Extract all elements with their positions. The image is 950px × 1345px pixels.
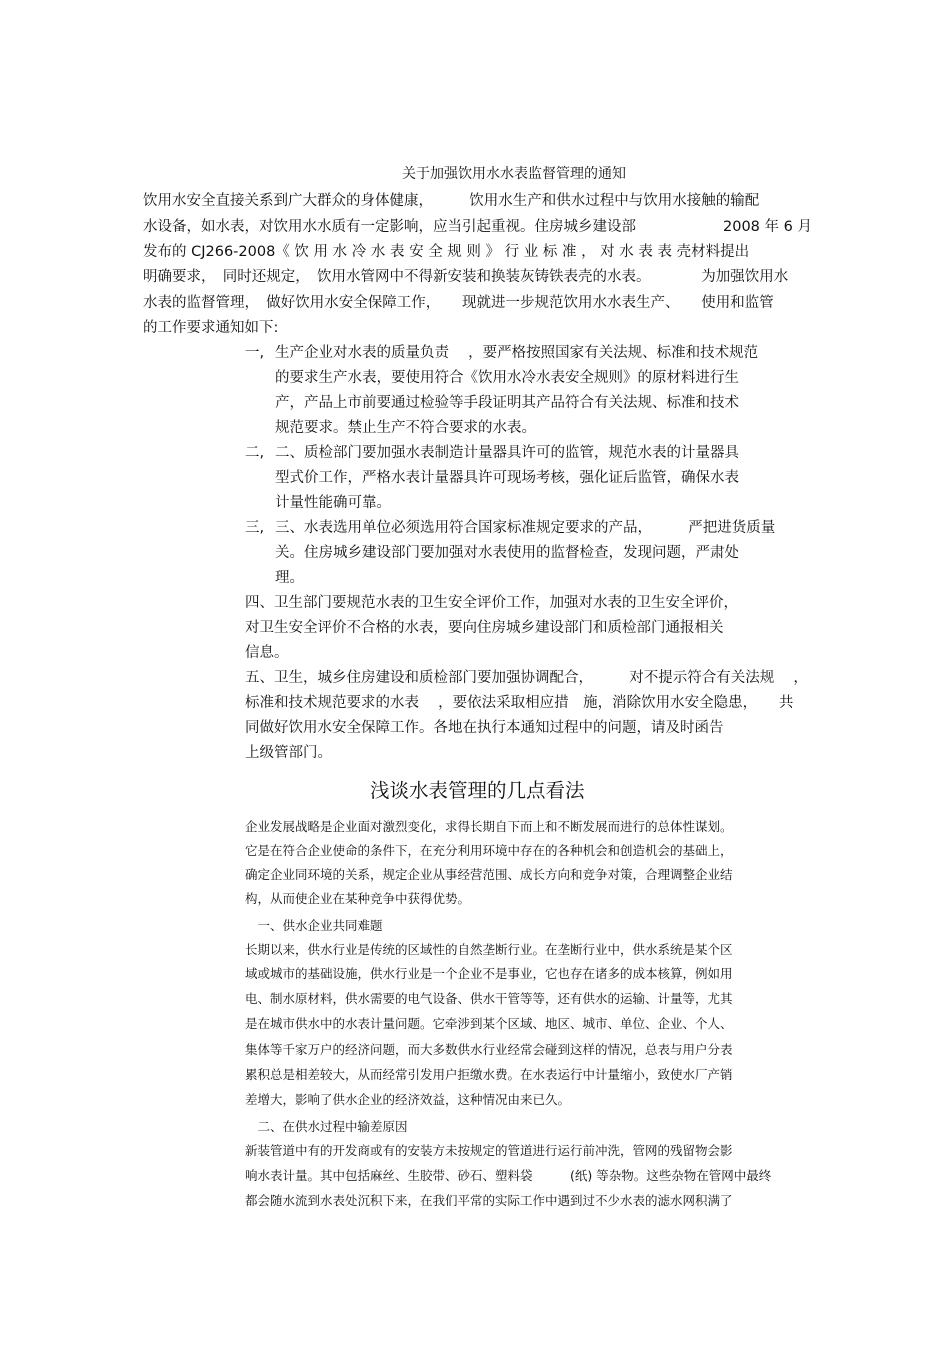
- notice-intro-line: 的工作要求通知如下:: [143, 320, 279, 336]
- article-line: 新装管道中有的开发商或有的安装方未按规定的管道进行运行前冲洗，管网的残留物会影: [245, 1143, 733, 1158]
- article-line: 构，从而使企业在某种竞争中获得优势。: [245, 891, 471, 906]
- list-marker: 一,: [245, 345, 265, 361]
- list-item-line: 关。住房城乡建设部门要加强对水表使用的监督检查，发现问题，严肃处: [275, 545, 739, 561]
- list-item-line: 二、质检部门要加强水表制造计量器具许可的监管，规范水表的计量器具: [275, 445, 739, 461]
- list-item-line: 生产企业对水表的质量负责 ，要严格按照国家有关法规、标准和技术规范: [275, 345, 759, 361]
- article-line: 域或城市的基础设施，供水行业是一个企业不是事业，它也存在诸多的成本核算，例如用: [245, 966, 733, 981]
- list-item-line: 规范要求。禁止生产不符合要求的水表。: [275, 420, 536, 436]
- notice-intro-line: 发布的 CJ266-2008《 饮 用 水 冷 水 表 安 全 规 则 》 行 业 标 准 ， 对 水 表 表 壳材料提出: [143, 244, 750, 260]
- article-line: 差增大，影响了供水企业的经济效益，这种情况由来已久。: [245, 1092, 571, 1107]
- article-line: 电、制水原材料，供水需要的电气设备、供水干管等等，还有供水的运输、计量等，尤其: [245, 991, 733, 1006]
- list-item-line: 产，产品上市前要通过检验等手段证明其产品符合有关法规、标准和技术: [275, 395, 739, 411]
- notice-item-4-line: 四、卫生部门要规范水表的卫生安全评价工作，加强对水表的卫生安全评价，: [245, 595, 738, 611]
- notice-title: 关于加强饮用水水表监督管理的通知: [402, 166, 626, 182]
- article-line: 累积总是相差较大，从而经常引发用户拒缴水费。在水表运行中计量缩小，致使水厂产销: [245, 1067, 733, 1082]
- list-item-line: 计量性能确可靠。: [275, 495, 391, 511]
- list-item-line: 型式价工作，严格水表计量器具许可现场考核，强化证后监管，确保水表: [275, 470, 739, 486]
- notice-item-4-line: 对卫生安全评价不合格的水表，要向住房城乡建设部门和质检部门通报相关: [245, 620, 724, 636]
- list-item-line: 的要求生产水表，要使用符合《饮用水冷水表安全规则》的原材料进行生: [275, 370, 739, 386]
- list-item-line: 三、水表选用单位必须选用符合国家标准规定要求的产品， 严把进货质量: [275, 520, 776, 536]
- list-marker: 二,: [245, 445, 265, 461]
- list-marker: 三,: [245, 520, 265, 536]
- article-line: 集体等千家万户的经济问题，而大多数供水行业经常会碰到这样的情况，总表与用户分表: [245, 1042, 733, 1057]
- article-line: 确定企业同环境的关系，规定企业从事经营范围、成长方向和竞争对策，合理调整企业结: [245, 867, 733, 882]
- notice-item-4-line: 信息。: [245, 645, 289, 661]
- notice-item-5-line: 上级管部门。: [245, 745, 332, 761]
- list-item-line: 理。: [275, 570, 304, 586]
- article-line: 长期以来，供水行业是传统的区域性的自然垄断行业。在垄断行业中，供水系统是某个区: [245, 942, 733, 957]
- notice-intro-line: 明确要求， 同时还规定， 饮用水管网中不得新安装和换装灰铸铁表壳的水表。 为加强饮用水: [143, 269, 789, 285]
- notice-item-5-line: 五、卫生，城乡住房建设和质检部门要加强协调配合， 对不提示符合有关法规 ，: [245, 670, 808, 686]
- article-section-heading: 一、供水企业共同难题: [245, 918, 383, 933]
- notice-item-5-line: 标准和技术规范要求的水表 ，要依法采取相应措 施，消除饮用水安全隐患， 共: [245, 695, 794, 711]
- article-line: 企业发展战略是企业面对激烈变化，求得长期自下而上和不断发展而进行的总体性谋划。: [245, 819, 733, 834]
- notice-intro-line: 饮用水安全直接关系到广大群众的身体健康， 饮用水生产和供水过程中与饮用水接触的输配: [143, 193, 760, 209]
- article-line: 响水表计量。其中包括麻丝、生胶带、砂石、塑料袋 (纸) 等杂物。这些杂物在管网中最终: [245, 1168, 772, 1183]
- article-line: 都会随水流到水表处沉积下来，在我们平常的实际工作中遇到过不少水表的滤水网积满了: [245, 1193, 733, 1208]
- article-line: 它是在符合企业使命的条件下，在充分利用环境中存在的各种机会和创造机会的基础上，: [245, 843, 733, 858]
- notice-item-5-line: 同做好饮用水安全保障工作。各地在执行本通知过程中的问题，请及时函告: [245, 720, 724, 736]
- notice-intro-line: 水表的监督管理， 做好饮用水安全保障工作， 现就进一步规范饮用水水表生产、 使用和监管: [143, 295, 774, 311]
- notice-intro-line: 水设备，如水表，对饮用水水质有一定影响，应当引起重视。住房城乡建设部 2008 年 6 月: [143, 219, 812, 235]
- article-line: 是在城市供水中的水表计量问题。它牵涉到某个区域、地区、城市、单位、企业、个人、: [245, 1016, 733, 1031]
- article-title: 浅谈水表管理的几点看法: [370, 779, 585, 802]
- article-section-heading: 二、在供水过程中输差原因: [245, 1119, 408, 1134]
